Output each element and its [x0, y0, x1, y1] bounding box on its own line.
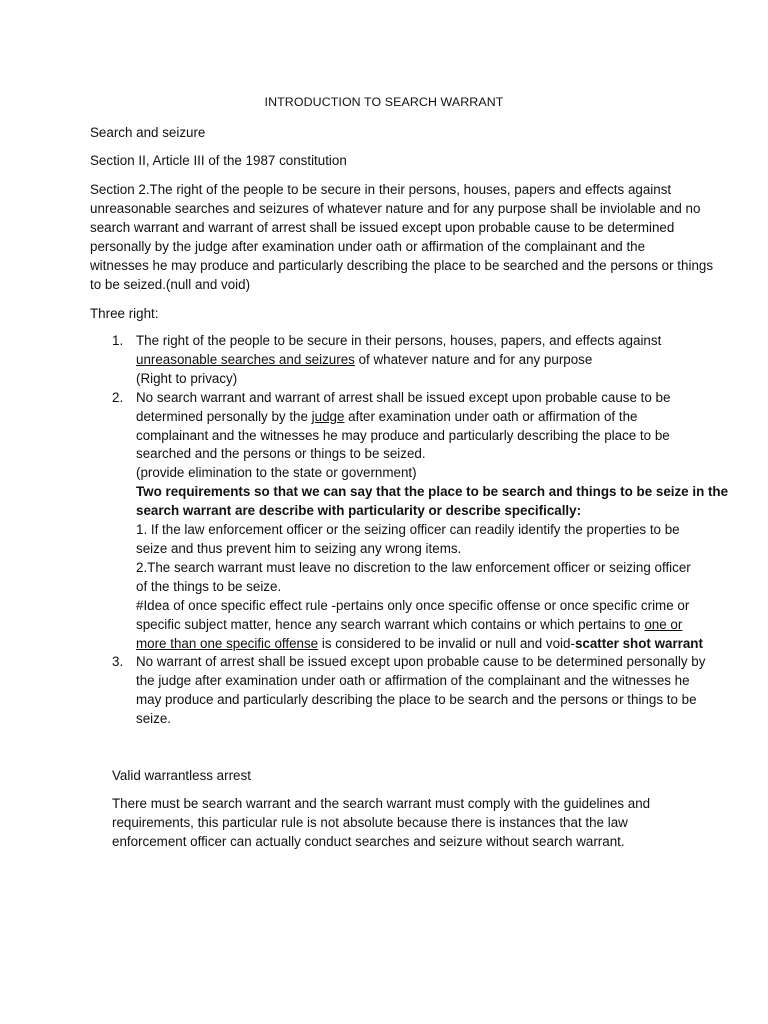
- text-line: search warrant and warrant of arrest shall be issued except upon probable cause to be determined: [90, 220, 675, 235]
- text-line: #Idea of once specific effect rule -pertains only once specific offense or once specific crime or: [136, 597, 690, 613]
- heading-search-and-seizure: Search and seizure: [90, 125, 206, 140]
- warrantless-paragraph: [112, 794, 702, 851]
- text-line: No warrant of arrest shall be issued except upon probable cause to be determined personally by: [136, 654, 706, 670]
- text-line: the judge after examination under oath or affirmation of the complainant and the witnesses he: [136, 673, 690, 689]
- text-line: [136, 635, 703, 654]
- document-title: INTRODUCTION TO SEARCH WARRANT: [264, 95, 504, 109]
- text-line: searched and the persons or things to be seized.: [136, 446, 426, 462]
- text-line: search warrant are describe with particularity or describe specifically:: [136, 503, 582, 519]
- text-line: complainant and the witnesses he may produce and particularly describing the place to be: [136, 427, 670, 443]
- bold-text: scatter shot warrant: [574, 635, 703, 651]
- section-reference: Section II, Article III of the 1987 constitution: [90, 153, 347, 168]
- rights-list: [90, 332, 729, 729]
- text-run: of whatever nature and for any purpose: [354, 351, 593, 367]
- text-line: Section 2.The right of the people to be secure in their persons, houses, papers and effects against: [90, 182, 672, 197]
- text-line: The right of the people to be secure in their persons, houses, papers, and effects against: [136, 333, 662, 348]
- text-line: Two requirements so that we can say that the place to be search and things to be seize in the: [136, 484, 729, 500]
- text-line: may produce and particularly describing the place to be search and the persons or things to be: [136, 692, 697, 708]
- section-2-paragraph: [90, 180, 714, 294]
- list-number: 3.: [112, 654, 124, 670]
- underlined-text: judge: [311, 408, 345, 424]
- list-item: [90, 332, 690, 389]
- text-line: (provide elimination to the state or government): [136, 465, 417, 481]
- text-line: seize.: [136, 711, 171, 727]
- warrantless-heading: Valid warrantless arrest: [112, 768, 251, 783]
- text-run: determined personally by the: [136, 408, 312, 424]
- underlined-text: more than one specific offense: [136, 635, 319, 651]
- text-run: specific subject matter, hence any search warrant which contains or which pertains to: [136, 616, 645, 632]
- list-number: 1.: [112, 333, 124, 348]
- text-line: of the things to be seize.: [136, 578, 282, 594]
- text-line: 2.The search warrant must leave no discretion to the law enforcement officer or seizing officer: [136, 559, 691, 575]
- text-line: (Right to privacy): [136, 370, 238, 386]
- list-item: [90, 389, 729, 654]
- text-line: [136, 408, 690, 427]
- text-run: after examination under oath or affirmation of the: [344, 408, 638, 424]
- three-right-heading: Three right:: [90, 306, 159, 321]
- underlined-text: unreasonable searches and seizures: [136, 351, 355, 367]
- text-line: requirements, this particular rule is not absolute because there is instances that the law: [112, 815, 628, 830]
- text-line: unreasonable searches and seizures of whatever nature and for any purpose shall be inviolable and no: [90, 201, 701, 216]
- text-line: enforcement officer can actually conduct searches and seizure without search warrant.: [112, 834, 625, 849]
- list-item: [90, 653, 706, 729]
- text-line: [136, 351, 690, 370]
- text-line: There must be search warrant and the search warrant must comply with the guidelines and: [112, 796, 651, 811]
- text-line: to be seized.(null and void): [90, 277, 251, 292]
- text-line: seize and thus prevent him to seizing any wrong items.: [136, 540, 462, 556]
- text-line: personally by the judge after examination under oath or affirmation of the complainant and the: [90, 239, 646, 254]
- text-run: is considered to be invalid or null and void-: [318, 635, 575, 651]
- text-line: witnesses he may produce and particularly describing the place to be searched and the persons or things: [90, 258, 714, 273]
- underlined-text: one or: [644, 616, 683, 632]
- list-number: 2.: [112, 389, 124, 405]
- text-line: [136, 616, 690, 635]
- text-line: No search warrant and warrant of arrest shall be issued except upon probable cause to be: [136, 389, 671, 405]
- text-line: 1. If the law enforcement officer or the seizing officer can readily identify the properties to be: [136, 522, 680, 538]
